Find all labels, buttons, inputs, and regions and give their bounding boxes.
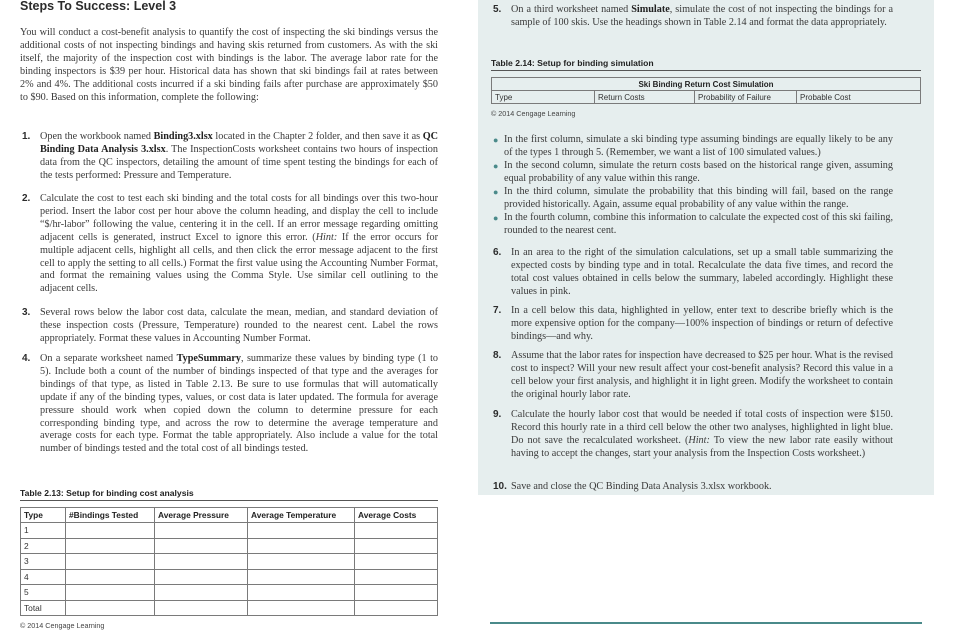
- table-213-caption: Table 2.13: Setup for binding cost analysis: [20, 488, 194, 498]
- table-title-row: [492, 78, 921, 91]
- table-row: [21, 538, 438, 554]
- bullet-icon: ●: [493, 135, 499, 145]
- step-number: 7.: [493, 305, 502, 316]
- type-cell: 3: [21, 554, 66, 570]
- table-214-rule: [491, 70, 921, 71]
- section-heading: Steps To Success: Level 3: [20, 0, 177, 13]
- header-cell: Probable Cost: [797, 91, 921, 104]
- table-row: [21, 585, 438, 601]
- step-number: 5.: [493, 4, 502, 15]
- bullet-item: ● In the third column, simulate the probability that this binding will fail, based on the range provided historically. Again, assume equal probability of any value within the range.: [493, 186, 893, 210]
- type-cell: 1: [21, 523, 66, 539]
- table-header-row: [492, 91, 921, 104]
- step-5: 5. On a third worksheet named Simulate, simulate the cost of not inspecting the bindings for a sample of 100 skis. Use the headings shown in Table 2.14 and format the data appropriately.: [493, 4, 893, 28]
- step-number: 4.: [22, 353, 31, 364]
- step-number: 9.: [493, 409, 502, 420]
- table-title: Ski Binding Return Cost Simulation: [492, 78, 921, 91]
- step-6: 6. In an area to the right of the simulation calculations, set up a small table summarizing the expected costs by binding type and in total. Recalculate the data five times, and record the total cost values obtained in cells below the summary, labeled accordingly. Highlight these values in pink.: [493, 247, 893, 297]
- table-row: [21, 569, 438, 585]
- bullet-item: ● In the first column, simulate a ski binding type assuming bindings are equally likely to be any of the types 1 through 5. (Remember, we want a list of 100 simulated values.): [493, 134, 893, 158]
- table-213: [20, 507, 438, 616]
- step-2: 2. Calculate the cost to test each ski binding and the total costs for all bindings over this two-hour period. Insert the labor cost per hour above the column heading, and display the cell to include “$/hr-labor” following the value, centering it in the cell. If an error message regarding omitting adjacent cells is generated, instruct Excel to ignore this error. (Hint: If the error occurs for multiple adjacent cells, highlight all cells, and then click the error message adjacent to the first cell to apply the setting to all cells.) Format the first value using the Accounting Number Format, and format the remaining values using the Comma Style. Use similar cell outlining to the adjacent cells.: [22, 193, 438, 295]
- step-number: 3.: [22, 307, 31, 318]
- header-cell: Average Pressure: [155, 508, 248, 523]
- step-number: 2.: [22, 193, 31, 204]
- header-cell: Average Costs: [355, 508, 438, 523]
- type-cell: 4: [21, 569, 66, 585]
- header-cell: Return Costs: [595, 91, 695, 104]
- step-number: 10.: [493, 481, 507, 492]
- type-cell: 5: [21, 585, 66, 601]
- header-cell: #Bindings Tested: [66, 508, 155, 523]
- type-cell: 2: [21, 538, 66, 554]
- table-header-row: [21, 508, 438, 523]
- table-row: [21, 600, 438, 616]
- step-9: 9. Calculate the hourly labor cost that would be needed if total costs of inspection were $150. Record this hourly rate in a third cell below the other two analyses, highlighted in light blue. Do not save the recalculated worksheet. (Hint: To view the new labor rate easily without having to accept the changes, start your analysis from the Inspection Costs worksheet.): [493, 409, 894, 459]
- header-cell: Probability of Failure: [695, 91, 797, 104]
- table-213-rule: [20, 500, 438, 501]
- type-cell: Total: [21, 600, 66, 616]
- table-213-copyright: © 2014 Cengage Learning: [20, 621, 105, 630]
- step-8: 8. Assume that the labor rates for inspection have decreased to $25 per hour. What is the revised cost to inspect? Will your new result affect your cost-benefit analysis? Record this value in a cell below your first analysis, and highlight it in light green. Modify the worksheet to contain the original hourly labor rate.: [493, 350, 894, 400]
- table-214: [491, 77, 921, 104]
- step-number: 1.: [22, 131, 31, 142]
- step-number: 8.: [493, 350, 502, 361]
- header-cell: Type: [21, 508, 66, 523]
- header-cell: Average Temperature: [248, 508, 355, 523]
- intro-paragraph: You will conduct a cost-benefit analysis to quantify the cost of inspecting the ski bindings versus the additional costs of not inspecting bindings and having skis returned from customers. As with the ski itself, the majority of the inspection cost with bindings is the labor. The average labor rate for the binding inspectors is $39 per hour. Historical data has shown that ski bindings fail at rates between 2% and 4%. The additional costs incurred if a ski binding fails after purchase are approximately $50 to $90. Based on this information, complete the following:: [20, 27, 438, 103]
- step-3: 3. Several rows below the labor cost data, calculate the mean, median, and standard deviation of these inspection costs (Pressure, Temperature) rounded to the nearest cent. Label the rows appropriately. Format these values in Accounting Number Format.: [22, 307, 438, 344]
- table-row: [21, 523, 438, 539]
- bullet-item: ● In the second column, simulate the return costs based on the historical range given, assuming equal probability of any value within this range.: [493, 160, 893, 184]
- bottom-rule: [490, 622, 922, 624]
- table-214-caption: Table 2.14: Setup for binding simulation: [491, 58, 654, 68]
- bullet-item: ● In the fourth column, combine this information to calculate the expected cost of this ski failing, rounded to the nearest cent.: [493, 212, 893, 236]
- table-214-copyright: © 2014 Cengage Learning: [491, 109, 576, 118]
- step-1: 1. Open the workbook named Binding3.xlsx located in the Chapter 2 folder, and then save it as QC Binding Data Analysis 3.xlsx. The InspectionCosts worksheet contains two hours of inspection data from the QC inspectors, detailing the amount of time spent testing the bindings for each of the tests performed: Pressure and Temperature.: [22, 131, 439, 181]
- step-7: 7. In a cell below this data, highlighted in yellow, enter text to describe briefly which is the more expensive option for the company—100% inspection of bindings or return of defective bindings—and why.: [493, 305, 893, 342]
- bullet-icon: ●: [493, 213, 499, 223]
- bullet-icon: ●: [493, 187, 499, 197]
- table-row: [21, 554, 438, 570]
- header-cell: Type: [492, 91, 595, 104]
- step-number: 6.: [493, 247, 502, 258]
- step-10: 10. Save and close the QC Binding Data Analysis 3.xlsx workbook.: [493, 481, 772, 492]
- bullet-icon: ●: [493, 161, 499, 171]
- step-4: 4. On a separate worksheet named TypeSummary, summarize these values by binding type (1 to 5). Include both a count of the number of bindings inspected of that type and the averages for bindings of that type, as listed in Table 2.13. Be sure to use formulas that will automatically update if any of the binding types, values, or cost data is later updated. The formula for average pressure should work when copied down the column to determine pressure for each corresponding binding type, and across the row to determine the average temperature and average costs for each type. Format the table appropriately. Also include a value for the total number of bindings tested and the total cost of all bindings tested.: [22, 353, 438, 455]
